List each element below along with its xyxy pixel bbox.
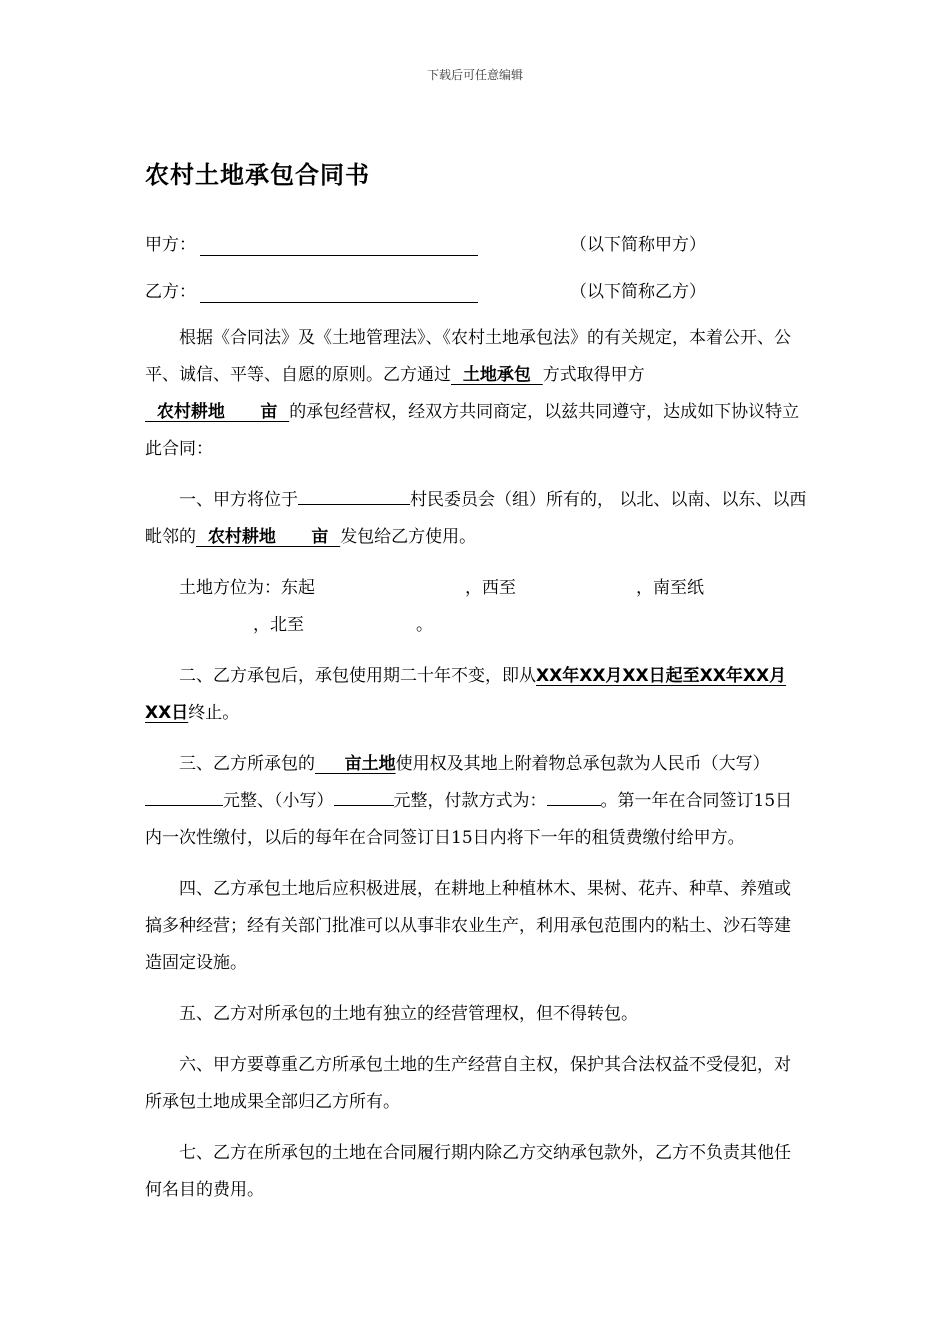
clause-6: 六、甲方要尊重乙方所承包土地的生产经营自主权，保护其合法权益不受侵犯，对所承包土地成果全部归乙方所有。 [145,1055,791,1112]
amount-digits-blank [334,783,394,806]
clause-3-text-2: 使用权及其地上附着物总承包款为人民币（大写） [395,754,770,774]
clause-1-text-3: 发包给乙方使用。 [340,527,477,547]
party-b-note: （以下简称乙方） [570,282,706,302]
clause-1-text-1: 一、甲方将位于 [179,490,298,510]
clause-5: 五、乙方对所承包的土地有独立的经营管理权，但不得转包。 [179,1004,638,1024]
clause-3-text-4: 元整，付款方式为： [393,791,547,811]
clause-2-text-1: 二、乙方承包后，承包使用期二十年不变，即从 [179,666,536,686]
intro-field-land: 农村耕地 亩 [145,402,290,422]
location-paragraph [145,570,807,644]
party-b-label: 乙方： [145,282,196,302]
intro-text-1: 根据《合同法》及《土地管理法》、《农村土地承包法》的有关规定，本着公开、公平、诚信、平等、自愿的原则。乙方通过 [145,328,791,385]
intro-text-2: 方式取得甲方 [542,365,645,385]
party-b-blank [200,282,478,303]
party-b-row [145,279,706,305]
clause-2-field-period: XX年XX月XX日起至XX年XX月XX日 [145,666,787,723]
clause-3 [145,746,807,857]
header-note: 下载后可任意编辑 [426,68,523,82]
amount-words-blank [145,783,223,806]
clause-4: 四、乙方承包土地后应积极进展，在耕地上种植林木、果树、花卉、种草、养殖或搞多种经营；经有关部门批准可以从事非农业生产，利用承包范围内的粘土、沙石等建造固定设施。 [145,879,791,973]
location-north-label: ，北至 [253,615,304,635]
payment-method-blank [547,783,601,806]
location-end: 。 [416,615,433,635]
clause-1-text-2: 村民委员会（组）所有的， 以北、以南、以东、以西毗邻的 [145,490,807,547]
clause-3-text-5: 。第一年在合同签订15日内一次性缴付，以后的每年在合同签订日15日内将下一年的租赁费缴付给甲方。 [145,791,793,848]
intro-paragraph [145,320,807,468]
contract-body [145,320,807,1209]
clause-2 [145,658,807,732]
clause-1 [145,482,807,556]
party-a-note: （以下简称甲方） [570,235,706,255]
location-south-label: ，南至纸 [636,578,704,598]
document-title: 农村土地承包合同书 [145,161,370,189]
clause-3-field-land: 亩土地 [315,754,396,774]
intro-field-method: 土地承包 [451,365,543,385]
party-a-blank [200,235,478,256]
clause-7: 七、乙方在所承包的土地在合同履行期内除乙方交纳承包款外，乙方不负责其他任何名目的费用。 [145,1143,791,1200]
party-a-row [145,232,706,258]
clause-1-field-land: 农村耕地 亩 [196,527,341,547]
village-blank [298,482,410,505]
party-a-label: 甲方： [145,235,196,255]
intro-text-3: 的承包经营权，经双方共同商定，以兹共同遵守，达成如下协议特立此合同： [145,402,800,459]
location-west-label: ，西至 [465,578,516,598]
clause-3-text-3: 元整、（小写） [223,791,334,811]
clause-3-text-1: 三、乙方所承包的 [179,754,315,774]
clause-2-text-2: 终止。 [188,703,240,723]
location-east-label: 土地方位为：东起 [179,578,315,598]
